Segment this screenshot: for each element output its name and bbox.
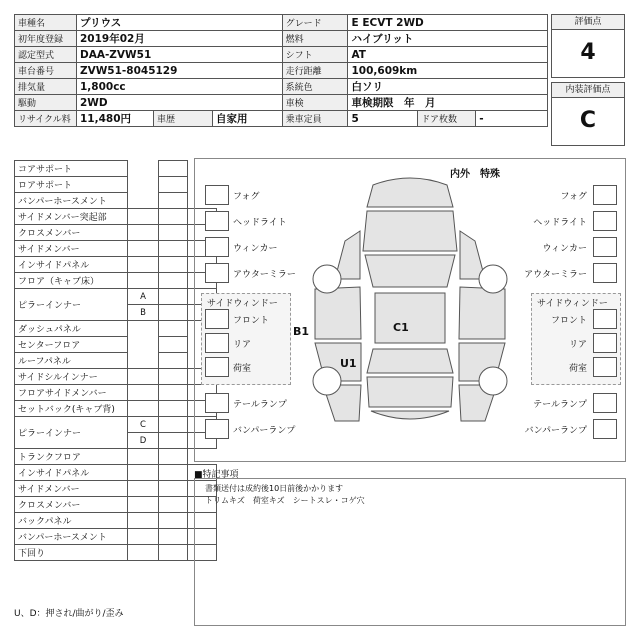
frame-check-cell[interactable]	[159, 225, 188, 241]
diagram-check-box[interactable]	[205, 237, 229, 257]
car-diagram-panel	[194, 158, 626, 462]
frame-spacer	[128, 337, 159, 353]
frame-check-cell[interactable]	[159, 353, 188, 369]
frame-table	[14, 160, 217, 561]
frame-row	[15, 289, 217, 305]
frame-row	[15, 401, 217, 417]
notes-heading: ■特記事項	[194, 470, 239, 480]
spec-row	[15, 31, 548, 47]
spec-value: ハイブリット	[348, 31, 548, 47]
notes-line-2: トリムキズ 荷室キズ シートスレ・コゲ穴	[205, 496, 365, 505]
frame-row	[15, 529, 217, 545]
side-window-check-box[interactable]	[205, 309, 229, 329]
spec-label: 車検	[282, 95, 348, 111]
frame-check-cell[interactable]	[159, 513, 188, 529]
frame-item-label: フロアサイドメンバー	[15, 385, 128, 401]
frame-check-cell[interactable]	[159, 481, 188, 497]
interior-grade-label: 内装評価点	[552, 83, 624, 98]
frame-item-label: サイドメンバー突起部	[15, 209, 128, 225]
frame-item-label: ピラーインナー	[15, 289, 128, 321]
history-label: 車歴	[153, 111, 212, 126]
doors-label: ドア枚数	[418, 111, 476, 127]
spec-label: グレード	[282, 15, 348, 31]
frame-check-cell[interactable]	[159, 401, 188, 417]
frame-check-cell[interactable]	[159, 545, 188, 561]
side-window-check-box[interactable]	[593, 309, 617, 329]
diagram-check-box[interactable]	[205, 185, 229, 205]
spec-value: 車検期限 年 月	[348, 95, 548, 111]
car-hood-panel	[363, 211, 457, 251]
frame-check-cell[interactable]	[159, 417, 188, 433]
frame-row	[15, 385, 217, 401]
frame-row	[15, 241, 217, 257]
frame-check-cell[interactable]	[159, 273, 188, 289]
spec-value: E ECVT 2WD	[348, 15, 548, 31]
diagram-check-box[interactable]	[593, 237, 617, 257]
frame-row	[15, 353, 217, 369]
diagram-title: 内外 特殊	[450, 169, 500, 180]
car-rear-bumper	[371, 411, 449, 419]
diagram-item-label: ウィンカー	[233, 244, 278, 254]
frame-check-cell[interactable]	[159, 529, 188, 545]
frame-spacer	[128, 321, 159, 337]
frame-check-cell[interactable]	[159, 449, 188, 465]
diagram-item-label: ヘッドライト	[533, 218, 587, 228]
frame-item-label: トランクフロア	[15, 449, 128, 465]
recycle-history-cell	[76, 111, 282, 127]
frame-check-cell[interactable]	[128, 529, 159, 545]
spec-value: AT	[348, 47, 548, 63]
frame-check-cell[interactable]	[128, 241, 159, 257]
frame-item-label: ルーフパネル	[15, 353, 128, 369]
frame-item-label: サイドメンバー	[15, 241, 128, 257]
diagram-check-box[interactable]	[593, 185, 617, 205]
spec-label: 認定型式	[15, 47, 77, 63]
frame-spacer	[128, 193, 159, 209]
doors-value: -	[476, 111, 548, 127]
spec-label: 初年度登録	[15, 31, 77, 47]
capacity-label: 乗車定員	[282, 111, 348, 127]
grade-value: 4	[580, 40, 596, 65]
frame-check-cell[interactable]	[128, 257, 159, 273]
frame-row	[15, 369, 217, 385]
frame-spacer	[128, 161, 159, 177]
spec-row	[15, 15, 548, 31]
frame-check-cell[interactable]	[128, 465, 159, 481]
interior-grade-box	[551, 82, 625, 146]
diagram-check-box[interactable]	[205, 263, 229, 283]
frame-row	[15, 273, 217, 289]
frame-row	[15, 481, 217, 497]
frame-item-label: セットバック(キャブ背)	[15, 401, 128, 417]
frame-row	[15, 209, 217, 225]
diagram-check-box[interactable]	[593, 393, 617, 413]
diagram-item-label: バンパーランプ	[233, 426, 296, 436]
spec-row	[15, 79, 548, 95]
spec-table	[14, 14, 548, 127]
frame-check-cell[interactable]	[159, 385, 188, 401]
spec-row	[15, 63, 548, 79]
frame-item-label: ダッシュパネル	[15, 321, 128, 337]
damage-mark-b1: B1	[293, 325, 310, 338]
frame-item-label: ロアサポート	[15, 177, 128, 193]
diagram-check-box[interactable]	[205, 211, 229, 231]
frame-check-cell[interactable]	[159, 161, 188, 177]
car-windshield	[365, 255, 455, 287]
wheel-rear-right	[479, 367, 507, 395]
recycle-value: 11,480円	[79, 113, 132, 125]
frame-check-cell[interactable]	[159, 289, 188, 305]
frame-check-cell[interactable]	[159, 369, 188, 385]
frame-check-cell[interactable]	[159, 241, 188, 257]
frame-item-label: インサイドパネル	[15, 465, 128, 481]
frame-check-cell[interactable]	[159, 465, 188, 481]
frame-item-label: バンパーホースメント	[15, 529, 128, 545]
car-left-front-door	[315, 287, 361, 339]
wheel-rear-left	[313, 367, 341, 395]
grade-box	[551, 14, 625, 78]
frame-row	[15, 321, 217, 337]
frame-check-cell[interactable]	[128, 497, 159, 513]
damage-mark-u1: U1	[340, 357, 357, 370]
side-window-check-box[interactable]	[205, 357, 229, 377]
interior-grade-value: C	[579, 108, 597, 133]
frame-check-cell[interactable]	[128, 369, 159, 385]
frame-check-cell[interactable]	[159, 209, 188, 225]
damage-mark-c1: C1	[393, 321, 409, 334]
frame-row	[15, 545, 217, 561]
spec-label: 車台番号	[15, 63, 77, 79]
frame-check-cell[interactable]	[128, 385, 159, 401]
car-trunk	[367, 377, 453, 407]
diagram-item-label: フォグ	[233, 192, 260, 202]
diagram-item-label: フォグ	[560, 192, 587, 202]
frame-legend: U、D：押され/曲がり/歪み	[14, 609, 124, 619]
notes-line-1: 書類送付は成約後10日前後かかります	[205, 484, 344, 493]
frame-row	[15, 225, 217, 241]
frame-check-cell[interactable]	[128, 481, 159, 497]
side-window-item-label: リア	[233, 340, 252, 350]
notes-panel	[194, 478, 626, 626]
frame-row	[15, 513, 217, 529]
side-window-item-label: フロント	[550, 316, 587, 326]
frame-row	[15, 337, 217, 353]
frame-spacer	[128, 177, 159, 193]
spec-value: ZVW51-8045129	[76, 63, 282, 79]
spec-row	[15, 95, 548, 111]
frame-spacer	[128, 353, 159, 369]
spec-row	[15, 111, 548, 127]
diagram-item-label: アウターミラー	[524, 270, 587, 280]
frame-check-cell[interactable]	[159, 497, 188, 513]
diagram-item-label: テールランプ	[233, 400, 287, 410]
grade-label: 評価点	[552, 15, 624, 30]
spec-label: シフト	[282, 47, 348, 63]
diagram-check-box[interactable]	[593, 263, 617, 283]
wheel-front-left	[313, 265, 341, 293]
spec-label: 駆動	[15, 95, 77, 111]
frame-row	[15, 177, 217, 193]
diagram-item-label: アウターミラー	[233, 270, 296, 280]
wheel-front-right	[479, 265, 507, 293]
frame-item-label: フロア（キャブ床）	[15, 273, 128, 289]
frame-item-label: クロスメンバー	[15, 497, 128, 513]
car-rear-window	[367, 349, 453, 373]
side-window-item-label: 荷室	[233, 364, 252, 374]
side-window-item-label: フロント	[233, 316, 270, 326]
frame-item-label: バックパネル	[15, 513, 128, 529]
capacity-value: 5	[348, 111, 418, 127]
side-window-item-label: 荷室	[568, 364, 587, 374]
pillar-sub-label: D	[128, 433, 159, 449]
diagram-item-label: ヘッドライト	[233, 218, 287, 228]
frame-item-label: バンパーホースメント	[15, 193, 128, 209]
frame-row	[15, 161, 217, 177]
side-window-left-title: サイドウィンドー	[207, 299, 278, 309]
frame-row	[15, 449, 217, 465]
pillar-sub-label: C	[128, 417, 159, 433]
side-window-item-label: リア	[568, 340, 587, 350]
frame-spacer	[128, 449, 159, 465]
frame-item-label: 下回り	[15, 545, 128, 561]
frame-check-cell[interactable]	[159, 193, 188, 209]
frame-check-cell[interactable]	[128, 513, 159, 529]
frame-check-cell[interactable]	[128, 209, 159, 225]
diagram-item-label: テールランプ	[533, 400, 587, 410]
side-window-check-box[interactable]	[593, 333, 617, 353]
frame-item-label: クロスメンバー	[15, 225, 128, 241]
spec-label: 車種名	[15, 15, 77, 31]
frame-check-cell[interactable]	[159, 321, 188, 337]
diagram-item-label: バンパーランプ	[524, 426, 587, 436]
frame-item-label: ピラーインナー	[15, 417, 128, 449]
frame-spacer	[128, 225, 159, 241]
spec-value: 白ソリ	[348, 79, 548, 95]
frame-check-cell[interactable]	[159, 305, 188, 321]
frame-check-cell[interactable]	[159, 433, 188, 449]
frame-row	[15, 465, 217, 481]
side-window-check-box[interactable]	[205, 333, 229, 353]
spec-value: 2019年02月	[76, 31, 282, 47]
pillar-sub-label: A	[128, 289, 159, 305]
diagram-item-label: ウィンカー	[542, 244, 587, 254]
frame-item-label: センターフロア	[15, 337, 128, 353]
frame-item-label: インサイドパネル	[15, 257, 128, 273]
spec-value: DAA-ZVW51	[76, 47, 282, 63]
frame-row	[15, 193, 217, 209]
frame-check-cell[interactable]	[159, 257, 188, 273]
frame-row	[15, 497, 217, 513]
frame-row	[15, 417, 217, 433]
frame-row	[15, 257, 217, 273]
spec-value: 2WD	[76, 95, 282, 111]
frame-check-cell[interactable]	[159, 177, 188, 193]
diagram-check-box[interactable]	[205, 419, 229, 439]
frame-check-cell[interactable]	[128, 401, 159, 417]
spec-value: 1,800cc	[76, 79, 282, 95]
side-window-check-box[interactable]	[593, 357, 617, 377]
frame-item-label: サイドメンバー	[15, 481, 128, 497]
frame-check-cell[interactable]	[128, 273, 159, 289]
spec-row	[15, 47, 548, 63]
frame-check-cell[interactable]	[128, 545, 159, 561]
recycle-label: リサイクル料	[15, 111, 77, 127]
spec-value: 100,609km	[348, 63, 548, 79]
spec-label: 排気量	[15, 79, 77, 95]
diagram-check-box[interactable]	[205, 393, 229, 413]
diagram-check-box[interactable]	[593, 211, 617, 231]
spec-label: 燃料	[282, 31, 348, 47]
side-window-right-title: サイドウィンドー	[537, 299, 608, 309]
car-front-hood	[367, 178, 453, 207]
car-roof	[375, 293, 445, 343]
frame-item-label: コアサポート	[15, 161, 128, 177]
diagram-check-box[interactable]	[593, 419, 617, 439]
spec-label: 系統色	[282, 79, 348, 95]
frame-item-label: サイドシルインナー	[15, 369, 128, 385]
spec-value: プリウス	[76, 15, 282, 31]
spec-label: 走行距離	[282, 63, 348, 79]
history-value: 自家用	[212, 111, 281, 126]
car-right-front-door	[459, 287, 505, 339]
pillar-sub-label: B	[128, 305, 159, 321]
frame-check-cell[interactable]	[159, 337, 188, 353]
